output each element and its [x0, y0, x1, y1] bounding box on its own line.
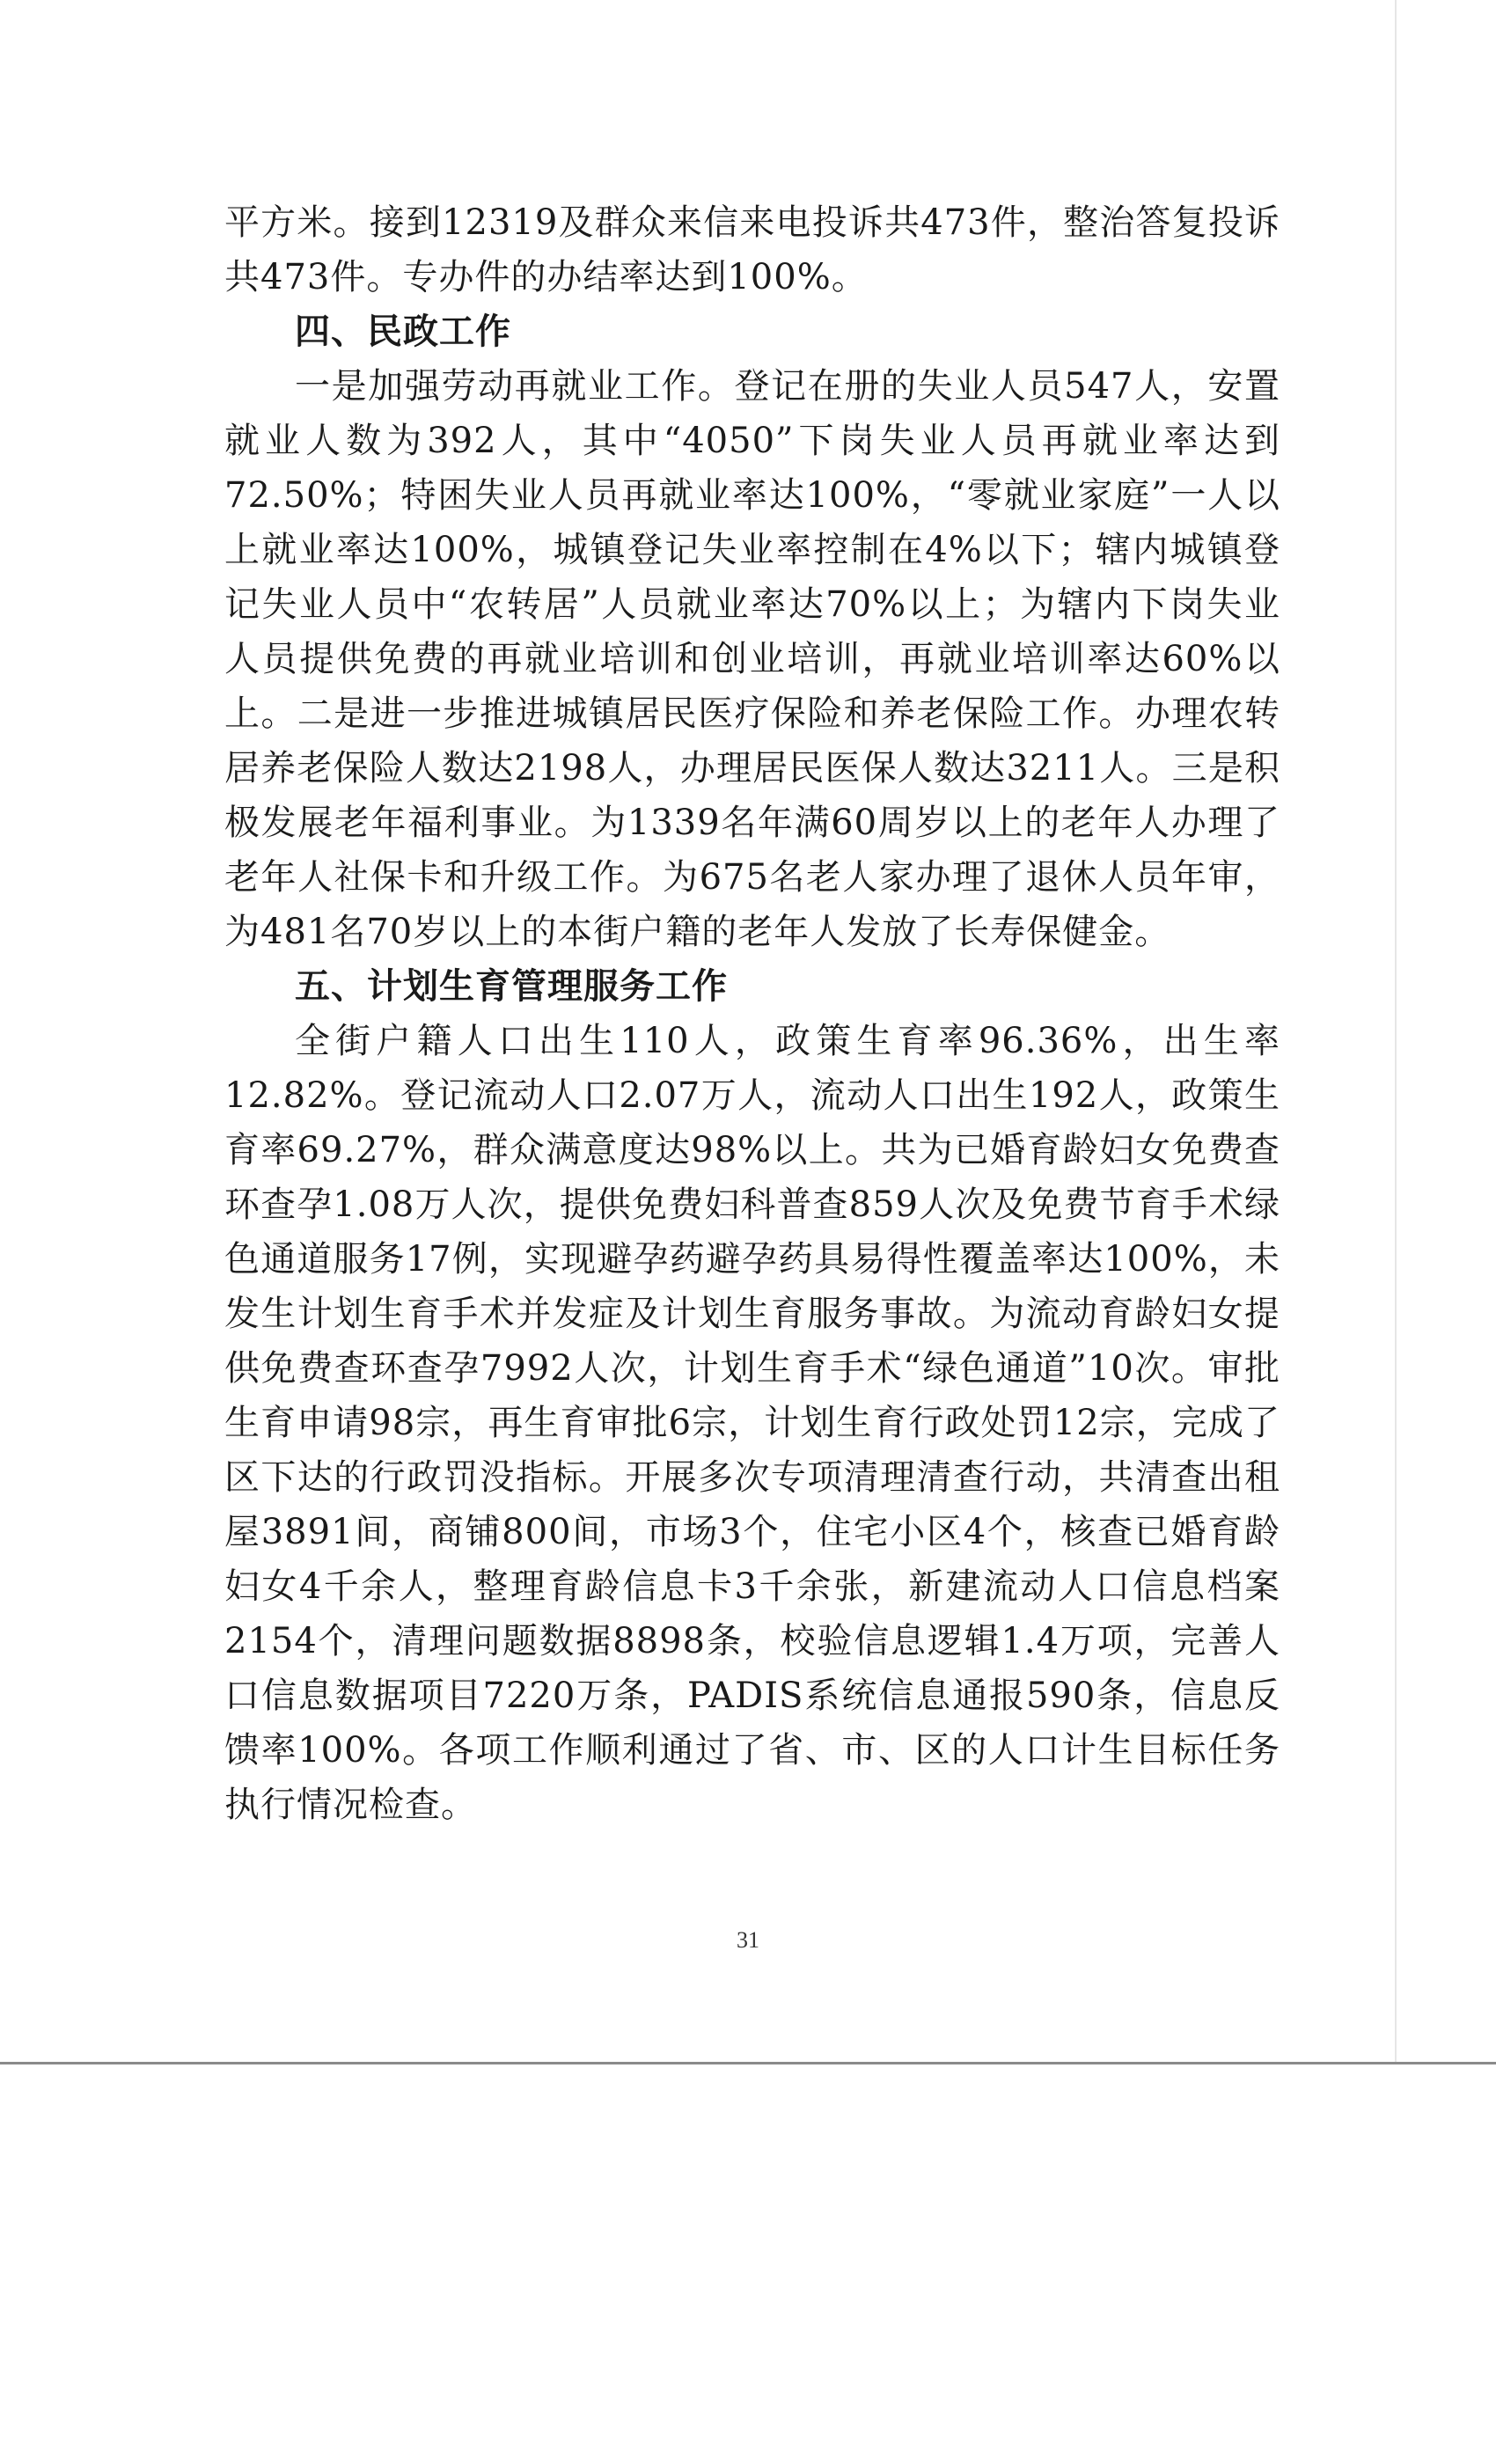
section-heading-family-planning: 五、计划生育管理服务工作	[295, 965, 728, 1007]
section-heading-civil-affairs: 四、民政工作	[295, 311, 511, 352]
civil-affairs-paragraph: 一是加强劳动再就业工作。登记在册的失业人员547人，安置就业人数为392人，其中“4050”下岗失业人员再就业率达到72.50%；特困失业人员再就业率达100%，“零就业家庭”一人以上就业率达100%，城镇登记失业率控制在4%以下；辖内城镇登记失业人员中“农转居”人员就业率达70%以上；为辖内下岗失业人员提供免费的再就业培训和创业培训，再就业培训率达60%以上。二是进一步推进城镇居民医疗保险和养老保险工作。办理农转居养老保险人数达2198人，办理居民医保人数达3211人。三是积极发展老年福利事业。为1339名年满60周岁以上的老年人办理了老年人社保卡和升级工作。为675名老人家办理了退休人员年审，为481名70岁以上的本街户籍的老年人发放了长寿保健金。	[224, 366, 1280, 952]
scan-edge-right	[1395, 0, 1397, 2064]
document-body	[224, 195, 1280, 1832]
continuation-paragraph: 平方米。接到12319及群众来信来电投诉共473件，整治答复投诉共473件。专办件的办结率达到100%。	[224, 202, 1280, 297]
scan-edge-bottom	[0, 2062, 1496, 2064]
page-number: 31	[737, 1927, 759, 1953]
family-planning-paragraph: 全街户籍人口出生110人，政策生育率96.36%，出生率12.82%。登记流动人口2.07万人，流动人口出生192人，政策生育率69.27%，群众满意度达98%以上。共为已婚育龄妇女免费查环查孕1.08万人次，提供免费妇科普查859人次及免费节育手术绿色通道服务17例，实现避孕药避孕药具易得性覆盖率达100%，未发生计划生育手术并发症及计划生育服务事故。为流动育龄妇女提供免费查环查孕7992人次，计划生育手术“绿色通道”10次。审批生育申请98宗，再生育审批6宗，计划生育行政处罚12宗，完成了区下达的行政罚没指标。开展多次专项清理清查行动，共清查出租屋3891间，商铺800间，市场3个，住宅小区4个，核查已婚育龄妇女4千余人，整理育龄信息卡3千余张，新建流动人口信息档案2154个，清理问题数据8898条，校验信息逻辑1.4万项，完善人口信息数据项目7220万条，PADIS系统信息通报590条，信息反馈率100%。各项工作顺利通过了省、市、区的人口计生目标任务执行情况检查。	[224, 1021, 1280, 1825]
